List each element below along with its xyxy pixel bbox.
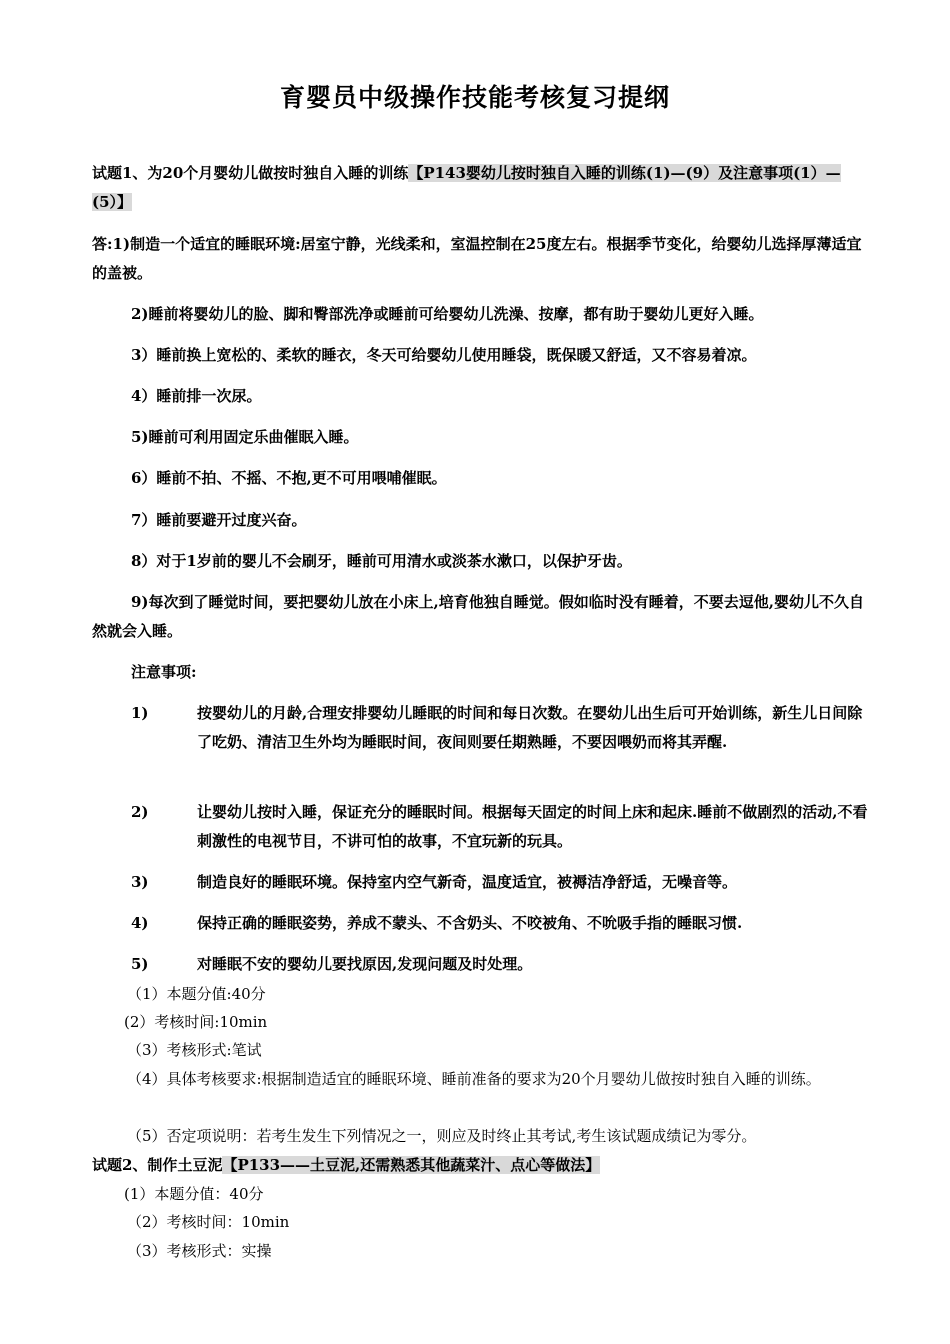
answer-item-8: 8）对于1岁前的婴儿不会刷牙，睡前可用清水或淡茶水漱口，以保护牙齿。: [131, 552, 632, 570]
answer-item-4: 4）睡前排一次尿。: [131, 387, 262, 405]
notes-title: 注意事项:: [131, 663, 197, 681]
q1-info-veto: （5）否定项说明：若考生发生下列情况之一，则应及时终止其考试,考生该试题成绩记为零分。: [127, 1127, 757, 1145]
answer-item-1: 答:1)制造一个适宜的睡眠环境:居室宁静，光线柔和，室温控制在25度左右。根据季节变化，给婴幼儿选择厚薄适宜的盖被。: [92, 235, 862, 282]
note-number-5: 5): [131, 955, 149, 973]
note-text-3: 制造良好的睡眠环境。保持室内空气新奇，温度适宜，被褥洁净舒适，无噪音等。: [197, 873, 738, 891]
page-title: 育婴员中级操作技能考核复习提纲: [279, 83, 670, 112]
note-text-4: 保持正确的睡眠姿势，养成不蒙头、不含奶头、不咬被角、不吮吸手指的睡眠习惯.: [197, 914, 743, 932]
answer-item-5: 5)睡前可利用固定乐曲催眠入睡。: [131, 428, 359, 446]
q1-info-format: （3）考核形式:笔试: [127, 1041, 262, 1059]
note-text-5: 对睡眠不安的婴幼儿要找原因,发现问题及时处理。: [197, 955, 533, 973]
q2-info-format: （3）考核形式：实操: [127, 1242, 272, 1260]
note-number-1: 1): [131, 704, 149, 722]
note-text-1: 按婴幼儿的月龄,合理安排婴幼儿睡眠的时间和每日次数。在婴幼儿出生后可开始训练，新生儿日间除了吃奶、清洁卫生外均为睡眠时间，夜间则要任期熟睡，不要因喂奶而将其弄醒.: [197, 704, 863, 751]
q1-info-requirements: （4）具体考核要求:根据制造适宜的睡眠环境、睡前准备的要求为20个月婴幼儿做按时独自入睡的训练。: [127, 1070, 821, 1088]
question-1-title: 试题1、为20个月婴幼儿做按时独自入睡的训练: [92, 164, 409, 182]
note-text-2: 让婴幼儿按时入睡，保证充分的睡眠时间。根据每天固定的时间上床和起床.睡前不做剧烈的活动,不看刺激性的电视节目，不讲可怕的故事，不宜玩新的玩具。: [197, 803, 868, 850]
q1-info-time: (2）考核时间:10min: [124, 1013, 268, 1031]
q1-info-score: （1）本题分值:40分: [127, 985, 266, 1003]
q2-info-score: (1）本题分值：40分: [124, 1185, 264, 1203]
q2-info-time: （2）考核时间：10min: [127, 1213, 290, 1231]
note-number-3: 3): [131, 873, 149, 891]
answer-item-3: 3）睡前换上宽松的、柔软的睡衣，冬天可给婴幼儿使用睡袋，既保暖又舒适，又不容易着凉。: [131, 346, 757, 364]
answer-item-2: 2)睡前将婴幼儿的脸、脚和臀部洗净或睡前可给婴幼儿洗澡、按摩，都有助于婴幼儿更好入睡。: [131, 305, 764, 323]
note-number-2: 2): [131, 803, 149, 821]
answer-item-9: 9)每次到了睡觉时间，要把婴幼儿放在小床上,培育他独自睡觉。假如临时没有睡着，不要去逗他,婴幼儿不久自然就会入睡。: [92, 593, 864, 640]
answer-item-6: 6）睡前不拍、不摇、不抱,更不可用喂哺催眠。: [131, 469, 447, 487]
question-2-reference: 【P133——土豆泥,还需熟悉其他蔬菜汁、点心等做法】: [222, 1156, 601, 1174]
question-2-title: 试题2、制作土豆泥: [92, 1156, 223, 1174]
question-2-heading: [92, 1151, 600, 1179]
question-1-reference: 【P143婴幼儿按时独自入睡的训练(1)—(9）及注意事项(1）—(5）】: [92, 164, 841, 211]
answer-item-7: 7）睡前要避开过度兴奋。: [131, 511, 307, 529]
question-1-heading: [92, 159, 872, 217]
note-number-4: 4): [131, 914, 149, 932]
